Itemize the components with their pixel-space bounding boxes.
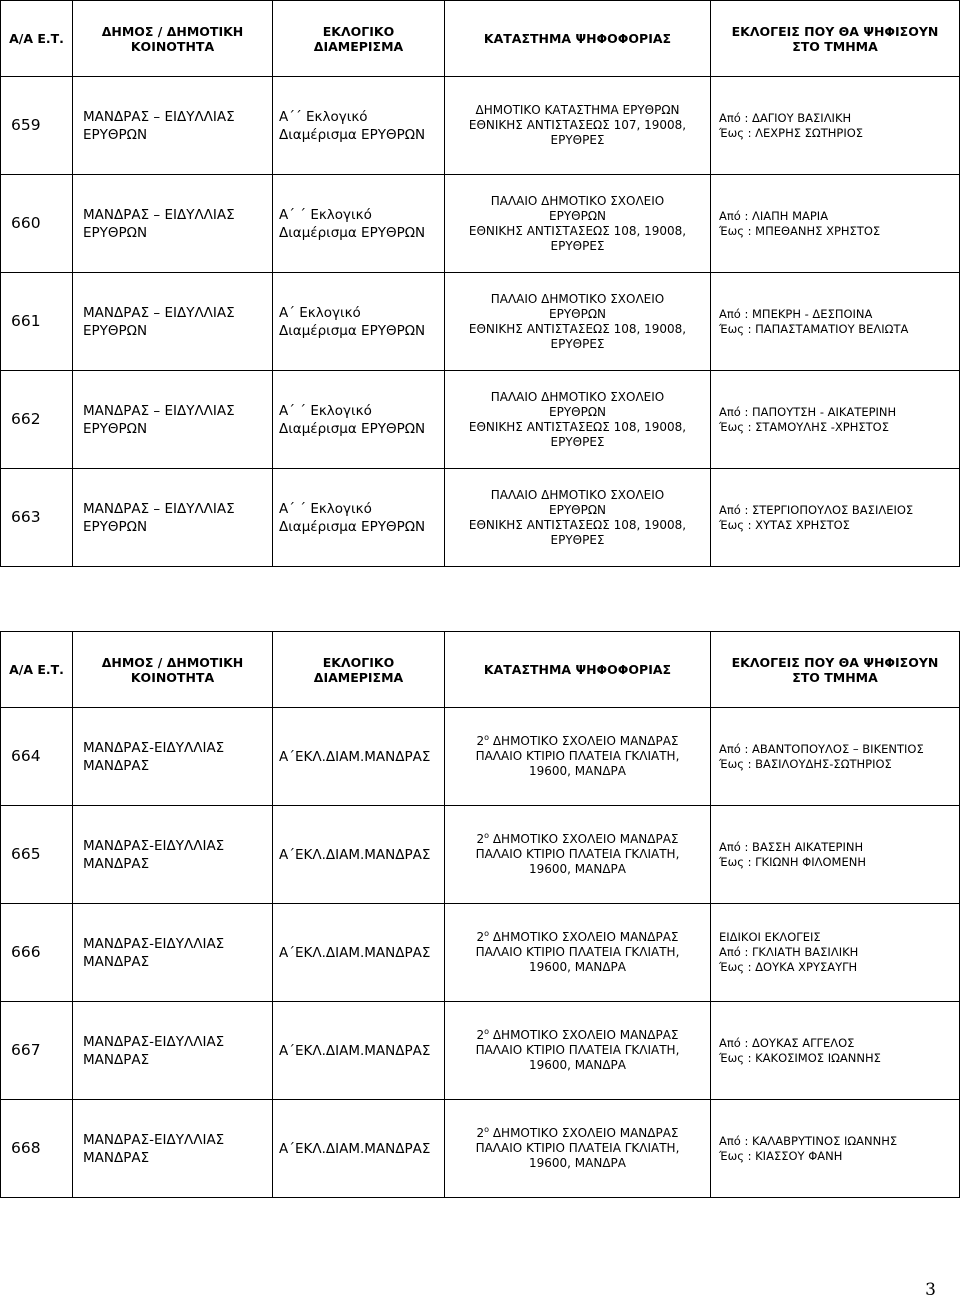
row-municipality: ΜΑΝΔΡΑΣ-ΕΙΔΥΛΛΙΑΣ ΜΑΝΔΡΑΣ — [73, 1100, 273, 1198]
row-municipality: ΜΑΝΔΡΑΣ-ΕΙΔΥΛΛΙΑΣ ΜΑΝΔΡΑΣ — [73, 904, 273, 1002]
row-aa: 662 — [1, 371, 73, 469]
header-municipality: ΔΗΜΟΣ / ΔΗΜΟΤΙΚΗ ΚΟΙΝΟΤΗΤΑ — [73, 1, 273, 77]
row-aa: 667 — [1, 1002, 73, 1100]
header-station: ΚΑΤΑΣΤΗΜΑ ΨΗΦΟΦΟΡΙΑΣ — [445, 632, 711, 708]
header-voters: ΕΚΛΟΓΕΙΣ ΠΟΥ ΘΑ ΨΗΦΙΣΟΥΝ ΣΤΟ ΤΜΗΜΑ — [711, 1, 960, 77]
table-row — [1, 806, 960, 904]
row-station: $2^o$ ΔΗΜΟΤΙΚΟ ΣΧΟΛΕΙΟ ΜΑΝΔΡΑΣ ΠΑΛΑΙΟ ΚΤΙΡΙΟ ΠΛΑΤΕΙΑ ΓΚΛΙΑΤΗ, 19600, ΜΑΝΔΡΑ — [445, 1002, 711, 1100]
row-voters: Από : ΔΟΥΚΑΣ ΑΓΓΕΛΟΣ Έως : ΚΑΚΟΣΙΜΟΣ ΙΩΑΝΝΗΣ — [711, 1002, 960, 1100]
row-voters: Από : ΔΑΓΙΟΥ ΒΑΣΙΛΙΚΗ Έως : ΛΕΧΡΗΣ ΣΩΤΗΡΙΟΣ — [711, 77, 960, 175]
row-voters: Από : ΠΑΠΟΥΤΣΗ - ΑΙΚΑΤΕΡΙΝΗ Έως : ΣΤΑΜΟΥΛΗΣ -ΧΡΗΣΤΟΣ — [711, 371, 960, 469]
row-station: $2^o$ ΔΗΜΟΤΙΚΟ ΣΧΟΛΕΙΟ ΜΑΝΔΡΑΣ ΠΑΛΑΙΟ ΚΤΙΡΙΟ ΠΛΑΤΕΙΑ ΓΚΛΙΑΤΗ, 19600, ΜΑΝΔΡΑ — [445, 904, 711, 1002]
row-district: Α΄΄ Εκλογικό Διαμέρισμα ΕΡΥΘΡΩΝ — [273, 77, 445, 175]
polling-table-2 — [0, 631, 960, 1198]
table-row — [1, 708, 960, 806]
row-aa: 660 — [1, 175, 73, 273]
row-municipality: ΜΑΝΔΡΑΣ – ΕΙΔΥΛΛΙΑΣ ΕΡΥΘΡΩΝ — [73, 273, 273, 371]
header-district: ΕΚΛΟΓΙΚΟ ΔΙΑΜΕΡΙΣΜΑ — [273, 1, 445, 77]
polling-table-1 — [0, 0, 960, 567]
row-district: Α΄ ΄ Εκλογικό Διαμέρισμα ΕΡΥΘΡΩΝ — [273, 371, 445, 469]
row-aa: 664 — [1, 708, 73, 806]
row-district: Α΄ ΄ Εκλογικό Διαμέρισμα ΕΡΥΘΡΩΝ — [273, 175, 445, 273]
page-number: 3 — [925, 1280, 936, 1300]
row-municipality: ΜΑΝΔΡΑΣ – ΕΙΔΥΛΛΙΑΣ ΕΡΥΘΡΩΝ — [73, 469, 273, 567]
table-header-row — [1, 1, 960, 77]
row-station: ΠΑΛΑΙΟ ΔΗΜΟΤΙΚΟ ΣΧΟΛΕΙΟ ΕΡΥΘΡΩΝ ΕΘΝΙΚΗΣ ΑΝΤΙΣΤΑΣΕΩΣ 108, 19008, ΕΡΥΘΡΕΣ — [445, 469, 711, 567]
row-voters: Από : ΣΤΕΡΓΙΟΠΟΥΛΟΣ ΒΑΣΙΛΕΙΟΣ Έως : ΧΥΤΑΣ ΧΡΗΣΤΟΣ — [711, 469, 960, 567]
header-aa: Α/Α Ε.Τ. — [1, 1, 73, 77]
row-station: ΠΑΛΑΙΟ ΔΗΜΟΤΙΚΟ ΣΧΟΛΕΙΟ ΕΡΥΘΡΩΝ ΕΘΝΙΚΗΣ ΑΝΤΙΣΤΑΣΕΩΣ 108, 19008, ΕΡΥΘΡΕΣ — [445, 175, 711, 273]
table-row — [1, 371, 960, 469]
table-row — [1, 469, 960, 567]
row-station: $2^o$ ΔΗΜΟΤΙΚΟ ΣΧΟΛΕΙΟ ΜΑΝΔΡΑΣ ΠΑΛΑΙΟ ΚΤΙΡΙΟ ΠΛΑΤΕΙΑ ΓΚΛΙΑΤΗ, 19600, ΜΑΝΔΡΑ — [445, 1100, 711, 1198]
row-municipality: ΜΑΝΔΡΑΣ – ΕΙΔΥΛΛΙΑΣ ΕΡΥΘΡΩΝ — [73, 371, 273, 469]
row-station: ΠΑΛΑΙΟ ΔΗΜΟΤΙΚΟ ΣΧΟΛΕΙΟ ΕΡΥΘΡΩΝ ΕΘΝΙΚΗΣ ΑΝΤΙΣΤΑΣΕΩΣ 108, 19008, ΕΡΥΘΡΕΣ — [445, 273, 711, 371]
row-municipality: ΜΑΝΔΡΑΣ – ΕΙΔΥΛΛΙΑΣ ΕΡΥΘΡΩΝ — [73, 77, 273, 175]
row-station: ΠΑΛΑΙΟ ΔΗΜΟΤΙΚΟ ΣΧΟΛΕΙΟ ΕΡΥΘΡΩΝ ΕΘΝΙΚΗΣ ΑΝΤΙΣΤΑΣΕΩΣ 108, 19008, ΕΡΥΘΡΕΣ — [445, 371, 711, 469]
row-aa: 666 — [1, 904, 73, 1002]
row-station: ΔΗΜΟΤΙΚΟ ΚΑΤΑΣΤΗΜΑ ΕΡΥΘΡΩΝ ΕΘΝΙΚΗΣ ΑΝΤΙΣΤΑΣΕΩΣ 107, 19008, ΕΡΥΘΡΕΣ — [445, 77, 711, 175]
row-station: $2^o$ ΔΗΜΟΤΙΚΟ ΣΧΟΛΕΙΟ ΜΑΝΔΡΑΣ ΠΑΛΑΙΟ ΚΤΙΡΙΟ ΠΛΑΤΕΙΑ ΓΚΛΙΑΤΗ, 19600, ΜΑΝΔΡΑ — [445, 708, 711, 806]
row-district: Α΄ Εκλογικό Διαμέρισμα ΕΡΥΘΡΩΝ — [273, 273, 445, 371]
row-aa: 661 — [1, 273, 73, 371]
row-district: Α΄ ΄ Εκλογικό Διαμέρισμα ΕΡΥΘΡΩΝ — [273, 469, 445, 567]
header-aa: Α/Α Ε.Τ. — [1, 632, 73, 708]
row-voters: Από : ΜΠΕΚΡΗ - ΔΕΣΠΟΙΝΑ Έως : ΠΑΠΑΣΤΑΜΑΤΙΟΥ ΒΕΛΙΩΤΑ — [711, 273, 960, 371]
row-municipality: ΜΑΝΔΡΑΣ-ΕΙΔΥΛΛΙΑΣ ΜΑΝΔΡΑΣ — [73, 806, 273, 904]
row-voters: Από : ΚΑΛΑΒΡΥΤΙΝΟΣ ΙΩΑΝΝΗΣ Έως : ΚΙΑΣΣΟΥ ΦΑΝΗ — [711, 1100, 960, 1198]
table-row — [1, 273, 960, 371]
row-aa: 659 — [1, 77, 73, 175]
row-voters: ΕΙΔΙΚΟΙ ΕΚΛΟΓΕΙΣ Από : ΓΚΛΙΑΤΗ ΒΑΣΙΛΙΚΗ Έως : ΔΟΥΚΑ ΧΡΥΣΑΥΓΗ — [711, 904, 960, 1002]
row-station: $2^o$ ΔΗΜΟΤΙΚΟ ΣΧΟΛΕΙΟ ΜΑΝΔΡΑΣ ΠΑΛΑΙΟ ΚΤΙΡΙΟ ΠΛΑΤΕΙΑ ΓΚΛΙΑΤΗ, 19600, ΜΑΝΔΡΑ — [445, 806, 711, 904]
row-district: Α΄ΕΚΛ.ΔΙΑΜ.ΜΑΝΔΡΑΣ — [273, 708, 445, 806]
row-municipality: ΜΑΝΔΡΑΣ-ΕΙΔΥΛΛΙΑΣ ΜΑΝΔΡΑΣ — [73, 708, 273, 806]
row-aa: 663 — [1, 469, 73, 567]
row-voters: Από : ΒΑΣΣΗ ΑΙΚΑΤΕΡΙΝΗ Έως : ΓΚΙΩΝΗ ΦΙΛΟΜΕΝΗ — [711, 806, 960, 904]
table-row — [1, 904, 960, 1002]
row-aa: 665 — [1, 806, 73, 904]
row-municipality: ΜΑΝΔΡΑΣ – ΕΙΔΥΛΛΙΑΣ ΕΡΥΘΡΩΝ — [73, 175, 273, 273]
row-district: Α΄ΕΚΛ.ΔΙΑΜ.ΜΑΝΔΡΑΣ — [273, 806, 445, 904]
row-district: Α΄ΕΚΛ.ΔΙΑΜ.ΜΑΝΔΡΑΣ — [273, 904, 445, 1002]
row-voters: Από : ΑΒΑΝΤΟΠΟΥΛΟΣ – ΒΙΚΕΝΤΙΟΣ Έως : ΒΑΣΙΛΟΥΔΗΣ-ΣΩΤΗΡΙΟΣ — [711, 708, 960, 806]
table-row — [1, 77, 960, 175]
row-municipality: ΜΑΝΔΡΑΣ-ΕΙΔΥΛΛΙΑΣ ΜΑΝΔΡΑΣ — [73, 1002, 273, 1100]
table-row — [1, 1100, 960, 1198]
row-aa: 668 — [1, 1100, 73, 1198]
row-district: Α΄ΕΚΛ.ΔΙΑΜ.ΜΑΝΔΡΑΣ — [273, 1002, 445, 1100]
header-district: ΕΚΛΟΓΙΚΟ ΔΙΑΜΕΡΙΣΜΑ — [273, 632, 445, 708]
header-municipality: ΔΗΜΟΣ / ΔΗΜΟΤΙΚΗ ΚΟΙΝΟΤΗΤΑ — [73, 632, 273, 708]
header-station: ΚΑΤΑΣΤΗΜΑ ΨΗΦΟΦΟΡΙΑΣ — [445, 1, 711, 77]
row-voters: Από : ΛΙΑΠΗ ΜΑΡΙΑ Έως : ΜΠΕΘΑΝΗΣ ΧΡΗΣΤΟΣ — [711, 175, 960, 273]
table-row — [1, 1002, 960, 1100]
header-voters: ΕΚΛΟΓΕΙΣ ΠΟΥ ΘΑ ΨΗΦΙΣΟΥΝ ΣΤΟ ΤΜΗΜΑ — [711, 632, 960, 708]
table-row — [1, 175, 960, 273]
row-district: Α΄ΕΚΛ.ΔΙΑΜ.ΜΑΝΔΡΑΣ — [273, 1100, 445, 1198]
table-header-row — [1, 632, 960, 708]
